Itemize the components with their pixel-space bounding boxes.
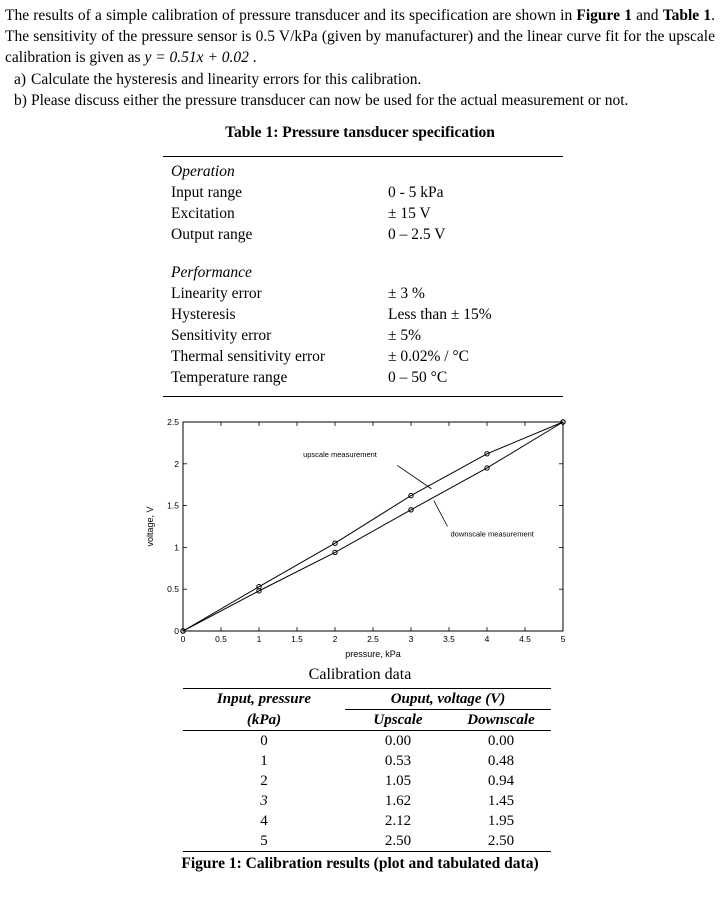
annotation-leader [397,465,431,488]
output-voltage-header: Ouput, voltage (V) [345,689,551,710]
spec-label: Hysteresis [171,306,236,323]
spec-label: Input range [171,184,243,201]
spec-section-title-performance: Performance [171,264,252,281]
spec-label: Output range [171,226,253,243]
downscale-cell: 0.48 [487,753,515,769]
spec-label: Sensitivity error [171,327,272,344]
downscale-cell: 2.50 [487,833,515,849]
input-cell: 4 [260,813,268,829]
x-tick-label: 2 [332,634,338,644]
chart-annotation: downscale measurement [450,529,534,539]
table-row [183,811,551,831]
x-tick-label: 1 [256,634,262,644]
x-tick-label: 4.5 [519,634,531,644]
question-marker: b) [14,92,27,109]
intro-text-1: The results of a simple calibration of pressure transducer and its specification are shown in [5,7,577,24]
spec-row [163,203,563,224]
downscale-cell: 0.00 [487,733,515,749]
spec-label: Thermal sensitivity error [171,348,326,365]
y-axis-label: voltage, V [145,506,155,547]
x-tick-label: 4 [484,634,490,644]
spec-section-header-row [163,262,563,283]
intro-paragraph [5,5,715,68]
table-header-row [183,689,551,710]
calibration-data-title: Calibration data [308,666,412,683]
y-tick-label: 2 [174,458,179,469]
x-tick-label: 5 [560,634,566,644]
figure-plot [141,414,715,664]
input-cell: 3 [260,793,268,809]
spec-row [163,283,563,304]
downscale-header: Downscale [451,710,551,731]
question-list [5,69,715,111]
annotation-leader [434,501,448,527]
input-cell: 5 [260,833,268,849]
y-tick-label: 0 [174,626,179,636]
spec-row [163,224,563,245]
table-row [183,751,551,771]
x-tick-label: 0.5 [215,634,227,644]
y-tick-label: 2.5 [167,417,179,427]
intro-text-3: . The sensitivity of the pressure sensor is 0.5 V/kPa (given by manufacturer) and the linear curve fit for the upscale calibration is given as [5,7,715,66]
spec-value: ± 3 % [388,285,425,302]
spec-table [163,156,563,397]
intro-text-4: . [248,49,257,66]
table-subheader-row [183,710,551,731]
x-tick-label: 0 [180,634,186,644]
figure-caption: Figure 1: Calibration results (plot and tabulated data) [181,855,539,872]
downscale-cell: 1.95 [487,813,515,829]
curve-fit-equation: y = 0.51x + 0.02 [144,49,249,66]
input-unit-header: (kPa) [183,710,345,731]
upscale-cell: 0.53 [384,753,412,769]
spec-section-title-operation: Operation [171,163,235,180]
table-reference: Table 1 [662,7,712,24]
table-row [183,831,551,852]
upscale-cell: 1.62 [384,793,412,809]
x-axis-label: pressure, kPa [345,649,401,659]
input-cell: 0 [260,733,268,749]
x-tick-label: 1.5 [291,634,303,644]
table-row [183,771,551,791]
spec-row [163,304,563,325]
y-tick-label: 0.5 [167,584,179,595]
question-text: Please discuss either the pressure transducer can now be used for the actual measurement or not. [31,92,629,109]
table-row [183,791,551,811]
input-cell: 2 [260,773,268,789]
spec-value: 0 - 5 kPa [388,184,444,201]
spec-label: Excitation [171,205,235,222]
chart-annotation: upscale measurement [303,450,377,460]
table-row [183,731,551,752]
calibration-table [183,688,551,852]
upscale-cell: 0.00 [384,733,412,749]
intro-text-2: and [631,7,663,24]
question-item-a [5,69,715,90]
spec-value: 0 – 2.5 V [388,226,446,243]
x-tick-label: 3 [408,634,414,644]
calibration-chart [141,414,573,664]
upscale-cell: 1.05 [384,773,412,789]
downscale-cell: 0.94 [487,773,515,789]
y-tick-label: 1 [174,542,179,553]
upscale-header: Upscale [345,710,451,731]
question-marker: a) [14,71,27,88]
figure-reference: Figure 1 [576,7,632,24]
upscale-cell: 2.12 [384,813,412,829]
downscale-cell: 1.45 [487,793,515,809]
input-pressure-header: Input, pressure [216,691,312,708]
input-cell: 1 [260,753,268,769]
question-item-b [5,90,715,111]
spec-value: ± 0.02% / °C [388,348,470,365]
spec-label: Temperature range [171,369,288,386]
spec-row [163,182,563,203]
spec-value: ± 5% [388,327,422,344]
question-text: Calculate the hysteresis and linearity errors for this calibration. [31,71,422,88]
upscale-cell: 2.50 [384,833,412,849]
x-tick-label: 3.5 [443,634,455,644]
spec-value: ± 15 V [388,205,431,222]
spec-row [163,346,563,367]
spec-table-title: Table 1: Pressure tansducer specification [225,124,495,141]
spec-value: Less than ± 15% [388,306,492,323]
spec-value: 0 – 50 °C [388,369,448,386]
spec-section-header-row [163,161,563,182]
spec-section-divider [163,245,563,262]
y-tick-label: 1.5 [167,500,179,511]
spec-label: Linearity error [171,285,262,302]
x-tick-label: 2.5 [367,634,379,644]
spec-row [163,325,563,346]
spec-row [163,367,563,388]
